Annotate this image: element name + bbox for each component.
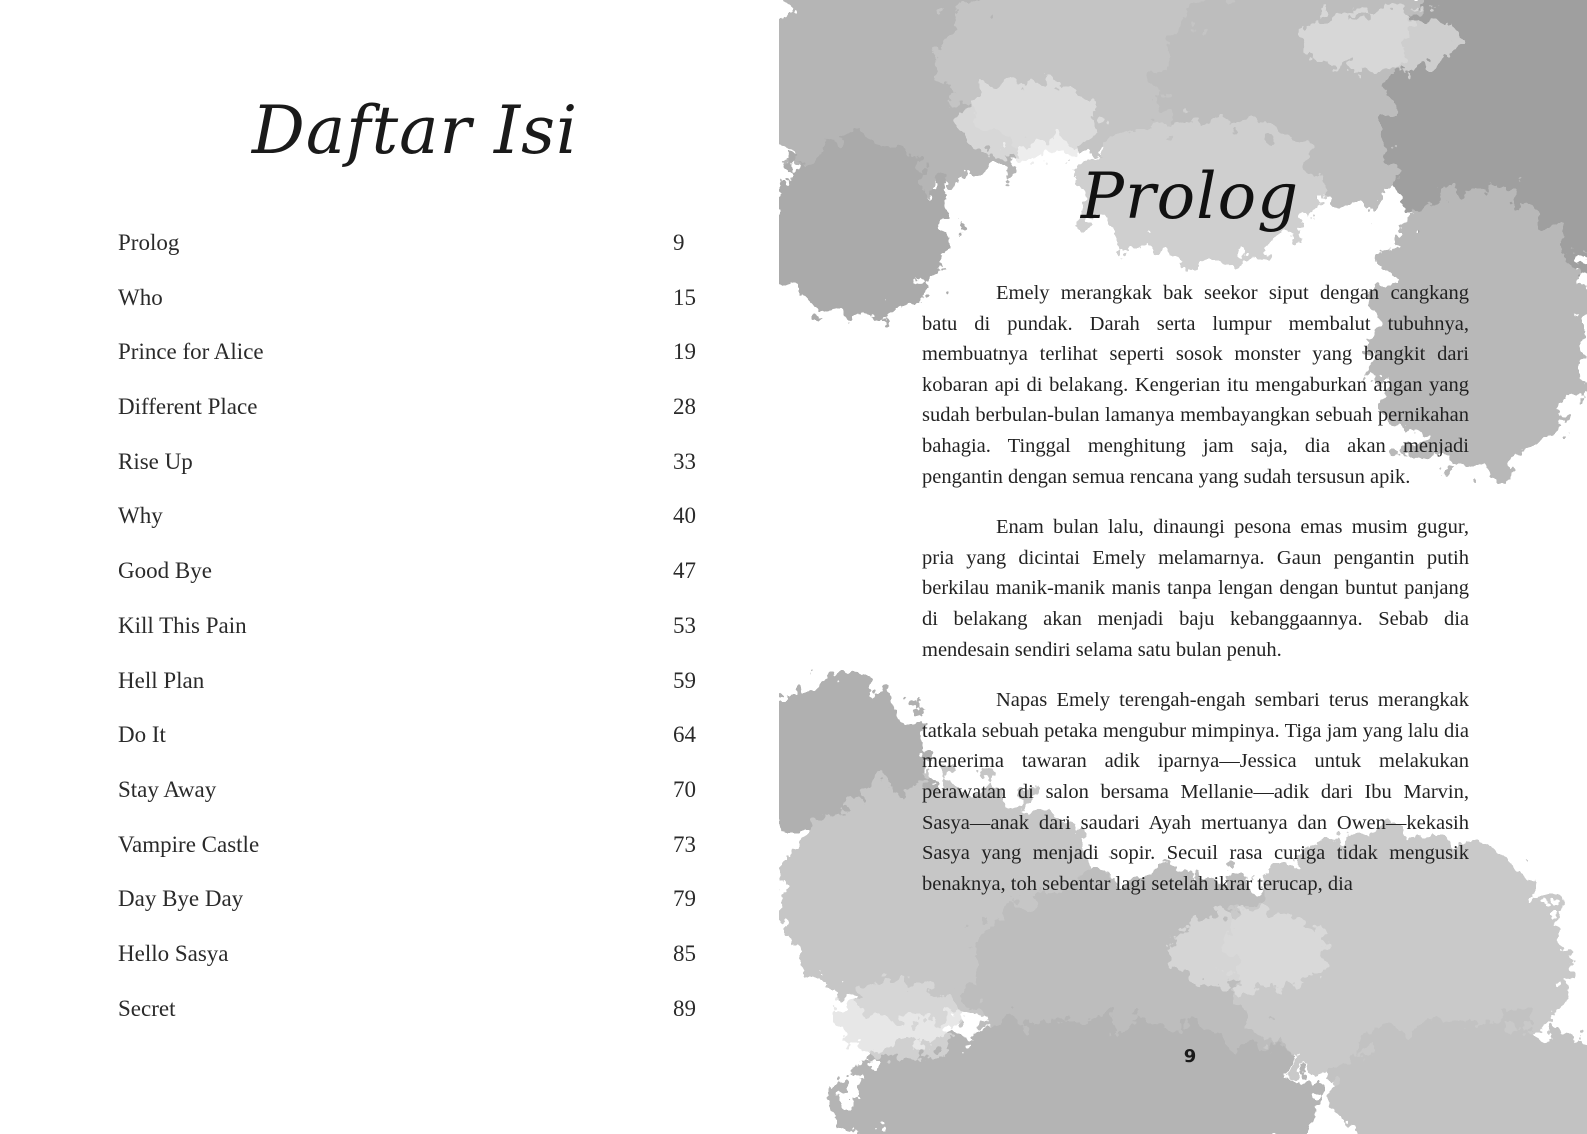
toc-entry-page: 47 [673,558,696,584]
toc-entry-page: 89 [673,995,696,1021]
toc-entry-label: Kill This Pain [118,612,247,638]
toc-entry-page: 79 [673,886,696,912]
page-number: 9 [1183,1046,1197,1067]
toc-entry-label: Secret [118,995,176,1021]
toc-entry-page: 85 [673,940,696,966]
toc-entry-label: Stay Away [118,776,217,802]
toc-entry [118,554,698,609]
toc-entry [118,773,698,828]
toc-entry-page: 33 [673,448,696,474]
toc-entry-label: Vampire Castle [118,831,260,857]
toc-entry-label: Hell Plan [118,667,205,693]
toc-entry-label: Prolog [118,230,180,255]
toc-entry-page: 15 [673,284,696,310]
chapter-body [922,278,1469,919]
toc-entry [118,828,698,883]
toc-entry-label: Who [118,284,163,310]
toc-entry-page: 70 [673,776,696,802]
toc-entry-page: 28 [673,394,696,420]
toc-entry [118,609,698,664]
toc-entry [118,281,698,336]
toc-entry [118,226,698,281]
toc-entry-page: 40 [673,503,696,529]
toc-entry-label: Good Bye [118,558,212,584]
toc-entry-page: 53 [673,612,696,638]
toc-entry-label: Rise Up [118,448,193,474]
toc-entry-label: Prince for Alice [118,339,264,365]
toc-entry [118,937,698,992]
toc-entry-page: 9 [673,230,685,255]
toc-entry-label: Hello Sasya [118,940,229,966]
toc-entry [118,664,698,719]
toc-entry-label: Day Bye Day [118,886,244,912]
toc-entry-label: Different Place [118,394,258,420]
toc-entry [118,882,698,937]
toc-entry [118,445,698,500]
toc-entry-page: 64 [673,722,696,748]
paragraph: Emely merangkak bak seekor siput dengan cangkang batu di pundak. Darah serta lumpur membalut tubuhnya, membuatnya terlihat seperti sosok monster yang bangkit dari kobaran api di belakang. Kengerian itu mengaburkan angan yang sudah berbulan-bulan lamanya membayangkan sebuah pernikahan bahagia. Tinggal menghitung jam saja, dia akan menjadi pengantin dengan semua rencana yang sudah tersusun apik. [922,282,1469,488]
toc-entry-label: Why [118,503,163,529]
toc-list [118,226,698,1046]
toc-entry-page: 73 [673,831,696,857]
toc-entry-page: 59 [673,667,696,693]
toc-entry-label: Do It [118,722,166,748]
toc-entry [118,992,698,1047]
paragraph: Napas Emely terengah-engah sembari terus merangkak tatkala sebuah petaka mengubur mimpinya. Tiga jam yang lalu dia menerima tawaran adik iparnya—Jessica untuk melakukan perawatan di salon bersama Mellanie—adik dari Ibu Marvin, Sasya—anak dari saudari Ayah mertuanya dan Owen—kekasih Sasya yang menjadi sopir. Secuil rasa curiga tidak mengusik benaknya, toh sebentar lagi setelah ikrar terucap, dia [922,689,1469,895]
left-page [0,0,779,1134]
toc-entry [118,499,698,554]
toc-entry [118,335,698,390]
toc-entry [118,718,698,773]
right-page [779,0,1587,1134]
toc-entry [118,390,698,445]
toc-title: Daftar Isi [251,92,579,169]
paragraph: Enam bulan lalu, dinaungi pesona emas musim gugur, pria yang dicintai Emely melamarnya. Gaun pengantin putih berkilau manik-manik manis tanpa lengan dengan buntut panjang di belakang akan menjadi baju kebanggaannya. Sebab dia mendesain sendiri selama satu bulan penuh. [922,516,1469,661]
toc-entry-page: 19 [673,339,696,365]
chapter-title: Prolog [1080,160,1300,234]
